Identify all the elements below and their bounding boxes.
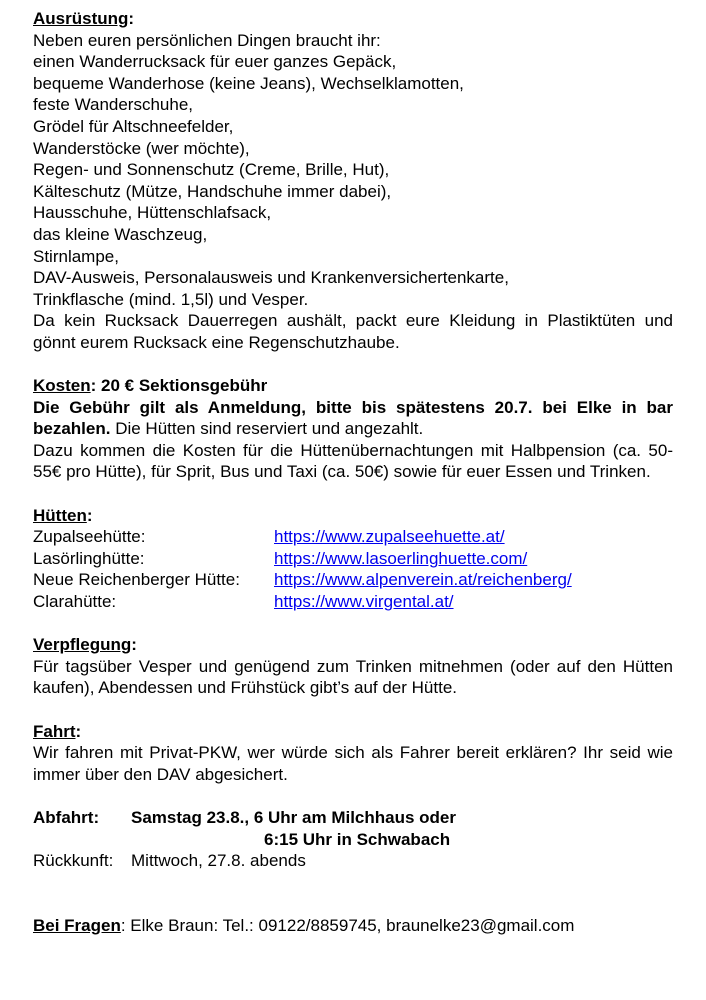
equipment-line: einen Wanderrucksack für euer ganzes Gepäck, [33, 52, 397, 72]
hut-name: Lasörlinghütte: [33, 548, 145, 568]
departure-line1: Samstag 23.8., 6 Uhr am Milchhaus oder [131, 807, 457, 827]
huts-heading: Hütten [33, 505, 87, 525]
hut-link[interactable]: https://www.alpenverein.at/reichenberg/ [274, 570, 572, 590]
departure-label: Abfahrt: [33, 807, 100, 827]
hut-name: Neue Reichenberger Hütte: [33, 570, 240, 590]
equipment-line: das kleine Waschzeug, [33, 224, 208, 244]
costs-bold-text: Die Gebühr gilt als Anmeldung, bitte bis spätestens 20.7. bei Elke in bar bezahlen. [33, 397, 673, 439]
equipment-line: Kälteschutz (Mütze, Handschuhe immer dabei), [33, 181, 392, 201]
equipment-line: Hausschuhe, Hüttenschlafsack, [33, 203, 272, 223]
travel-text: Wir fahren mit Privat-PKW, wer würde sich als Fahrer bereit erklären? Ihr seid wie immer über den DAV abgesichert. [33, 743, 673, 784]
contact-line [33, 915, 673, 937]
equipment-line: Grödel für Altschneefelder, [33, 116, 234, 136]
equipment-line: Wanderstöcke (wer möchte), [33, 138, 250, 158]
equipment-heading-line: Ausrüstung: [33, 9, 135, 28]
equipment-note: Da kein Rucksack Dauerregen aushält, packt eure Kleidung in Plastiktüten und gönnt eurem Rucksack eine Regenschutzhaube. [33, 311, 673, 352]
hut-link[interactable]: https://www.lasoerlinghuette.com/ [274, 548, 528, 568]
equipment-line: Regen- und Sonnenschutz (Creme, Brille, Hut), [33, 160, 390, 180]
contact-section [33, 915, 673, 937]
food-heading: Verpflegung [33, 635, 132, 655]
departure-row [33, 807, 673, 829]
travel-section [33, 721, 673, 786]
huts-section [33, 505, 673, 613]
costs-normal-text: Die Hütten sind reserviert und angezahlt. [110, 419, 424, 439]
hut-row [33, 548, 673, 570]
equipment-line: feste Wanderschuhe, [33, 95, 194, 115]
equipment-line: bequeme Wanderhose (keine Jeans), Wechselklamotten, [33, 73, 464, 93]
document-page [33, 8, 673, 937]
costs-extra: Dazu kommen die Kosten für die Hüttenübernachtungen mit Halbpension (ca. 50-55€ pro Hütte), für Sprit, Bus und Taxi (ca. 50€) sowie für euer Essen und Trinken. [33, 440, 673, 482]
hut-link[interactable]: https://www.virgental.at/ [274, 592, 454, 612]
food-section [33, 634, 673, 699]
hut-row [33, 526, 673, 548]
equipment-line: Neben euren persönlichen Dingen braucht ihr: [33, 30, 381, 50]
costs-registration [33, 397, 673, 440]
hut-row [33, 569, 673, 591]
hut-link[interactable]: https://www.zupalseehuette.at/ [274, 527, 505, 547]
hut-name: Zupalseehütte: [33, 527, 146, 547]
equipment-line: Stirnlampe, [33, 246, 119, 266]
departure-line2: 6:15 Uhr in Schwabach [264, 829, 451, 849]
food-heading-line: Verpflegung: [33, 635, 137, 655]
equipment-line: DAV-Ausweis, Personalausweis und Krankenversichertenkarte, [33, 268, 509, 288]
return-label: Rückkunft: [33, 851, 114, 871]
return-row [33, 850, 673, 872]
costs-section [33, 375, 673, 483]
equipment-heading: Ausrüstung [33, 9, 129, 28]
food-text: Für tagsüber Vesper und genügend zum Trinken mitnehmen (oder auf den Hütten kaufen), Abendessen und Frühstück gibt’s auf der Hütte. [33, 656, 673, 698]
costs-fee: : 20 € Sektionsgebühr [90, 376, 268, 396]
costs-heading: Kosten [33, 376, 91, 396]
equipment-line: Trinkflasche (mind. 1,5l) und Vesper. [33, 289, 309, 309]
contact-text: : Elke Braun: Tel.: 09122/8859745, braunelke23@gmail.com [120, 915, 575, 935]
costs-heading-line [33, 375, 673, 397]
equipment-section [33, 8, 673, 354]
hut-name: Clarahütte: [33, 592, 117, 612]
huts-heading-line: Hütten: [33, 505, 93, 525]
return-value: Mittwoch, 27.8. abends [131, 851, 306, 871]
departure-section [33, 807, 673, 872]
hut-row [33, 591, 673, 613]
travel-heading-line: Fahrt: [33, 721, 82, 741]
contact-heading: Bei Fragen [33, 915, 121, 935]
travel-heading: Fahrt [33, 721, 76, 741]
